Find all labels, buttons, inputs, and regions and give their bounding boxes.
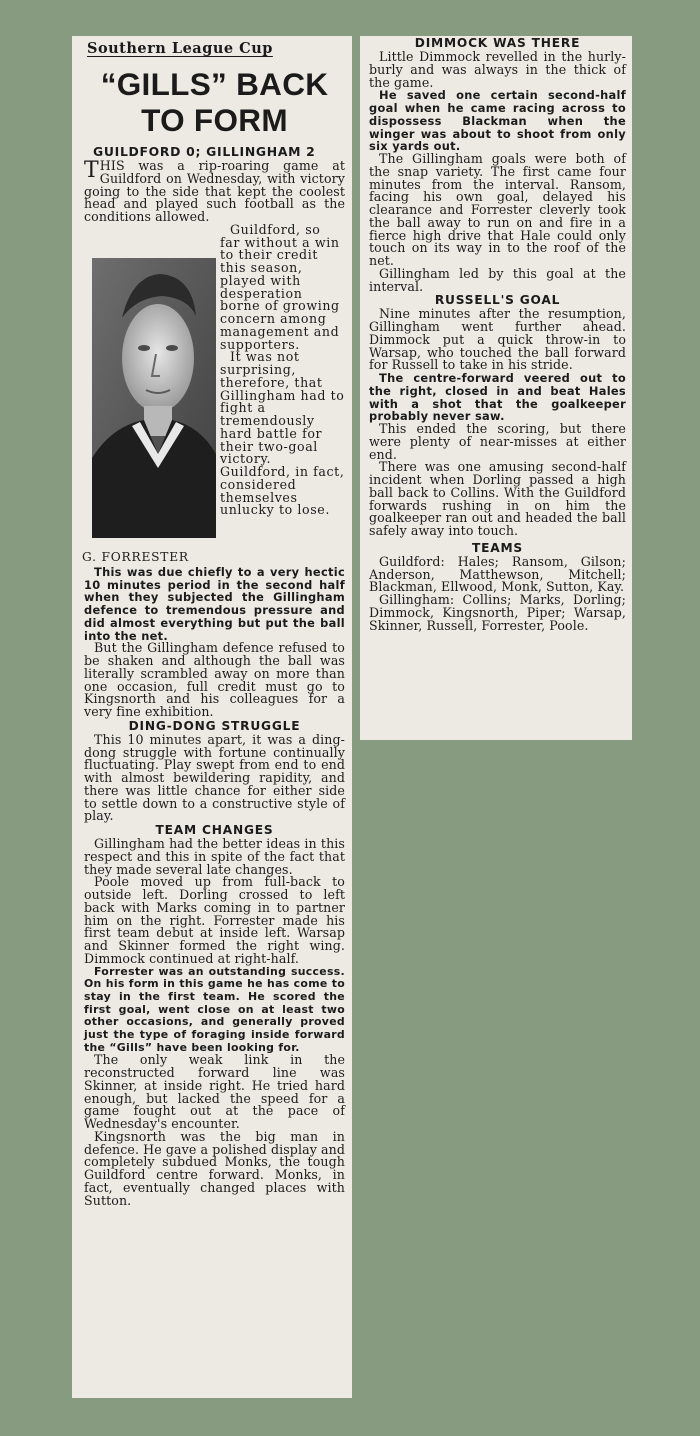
paragraph-nine-minutes: Nine minutes after the resumption, Gillingham went further ahead. Dimmock put a quick throw-in to Warsap, who touched the ball forward for Russell to take in his stride. xyxy=(369,306,626,373)
heading-ding-dong: DING-DONG STRUGGLE xyxy=(128,718,301,733)
paragraph-centre-forward: The centre-forward veered out to the right, closed in and beat Hales with a shot that the goalkeeper probably never saw. xyxy=(369,371,626,424)
article-column-right xyxy=(360,36,632,740)
paragraph-dimmock: Little Dimmock revelled in the hurly-burly and was always in the thick of the game. xyxy=(369,49,626,90)
lead-text: HIS was a rip-roaring game at Guildford on Wednesday, with victory going to the side that kept the coolest head and played such football as the conditions allowed. xyxy=(84,158,345,224)
paragraph-hectic: This was due chiefly to a very hectic 10 minutes period in the second half when they subjected the Gillingham defence to tremendous pressure and did almost everything but put the ball into the net. xyxy=(84,564,345,643)
paragraph-weak-link: The only weak link in the reconstructed forward line was Skinner, at inside right. He tried hard enough, but lacked the speed for a game fought out at the pace of Wednesday's encounter. xyxy=(84,1052,345,1132)
paragraph-goals: The Gillingham goals were both of the snap variety. The first came four minutes from the interval. Ransom, facing his own goal, delayed his clearance and Forrester cleverly took the ball away to run on and fire in a fierce high drive that Hale could only touch on its way in to the roof of the net. xyxy=(369,151,626,268)
player-photo xyxy=(92,258,216,538)
paragraph-ended: This ended the scoring, but there were plenty of near-misses at either end. xyxy=(369,421,626,462)
photo-block xyxy=(82,258,214,564)
paragraph-ding-dong: This 10 minutes apart, it was a ding-dong struggle with fortune continually fluctuating. Play swept from end to end with almost bewildering rapidity, and there was little chance for either side to settle down to a constructive style of play. xyxy=(84,731,345,824)
team-gillingham: Gillingham: Collins; Marks, Dorling; Dimmock, Kingsnorth, Piper; Warsap, Skinner, Russell, Forrester, Poole. xyxy=(369,592,626,633)
paragraph-guildford: Guildford, so far without a win to their credit this season, played with desperation borne of growing concern among management and supporters. xyxy=(220,221,340,352)
paragraph-better-ideas: Gillingham had the better ideas in this respect and this in spite of the fact that they made several late changes. xyxy=(84,836,345,877)
paragraph-defence: But the Gillingham defence refused to be shaken and although the ball was literally scrambled away on more than one occasion, full credit must go to Kingsnorth and his colleagues for a very fine exhibition. xyxy=(84,640,345,719)
headline-line-1: “GILLS” BACK xyxy=(100,66,329,102)
paragraph-amusing: There was one amusing second-half incident when Dorling passed a high ball back to Collins. With the Guildford forwards rushing in on him the goalkeeper ran out and headed the ball safely away into touch. xyxy=(369,459,626,538)
team-guildford: Guildford: Hales; Ransom, Gilson; Anderson, Matthewson, Mitchell; Blackman, Ellwood, Monk, Sutton, Kay. xyxy=(369,553,626,595)
article-column-left xyxy=(72,36,352,1398)
score-line: GUILDFORD 0; GILLINGHAM 2 xyxy=(93,144,316,159)
paragraph-not-surprising: It was not surprising, therefore, that Gillingham had to fight a tremendously hard battle for their two-goal victory. Guildford, in fact, considered themselves unlucky to lose. xyxy=(220,349,345,518)
lead-paragraph xyxy=(84,160,345,224)
heading-dimmock: DIMMOCK WAS THERE xyxy=(414,36,581,50)
paragraph-forrester: Forrester was an outstanding success. On his form in this game he has come to stay in the first team. He scored the first goal, went close on at least two other occasions, and generally proved just the type of foraging inside forward the “Gills” have been looking for. xyxy=(84,964,345,1054)
heading-teams: TEAMS xyxy=(472,540,523,555)
paragraph-saved: He saved one certain second-half goal when he came racing across to dispossess Blackman when the winger was about to shoot from only six yards out. xyxy=(369,88,626,154)
headline-line-2: TO FORM xyxy=(141,102,288,138)
heading-team-changes: TEAM CHANGES xyxy=(155,823,274,837)
heading-russells-goal: RUSSELL'S GOAL xyxy=(434,293,561,308)
paragraph-poole: Poole moved up from full-back to outside left. Dorling crossed to left back with Marks coming in to partner him on the right. Forrester made his first team debut at inside left. Warsap and Skinner formed the right wing. Dimmock continued at right-half. xyxy=(84,874,345,966)
photo-caption: G. FORRESTER xyxy=(82,549,189,564)
kicker: Southern League Cup xyxy=(87,40,273,57)
drop-cap: T xyxy=(84,158,99,183)
paragraph-led: Gillingham led by this goal at the interval. xyxy=(369,265,626,294)
paragraph-kingsnorth: Kingsnorth was the big man in defence. He gave a polished display and completely subdued Monks, the tough Guildford centre forward. Monks, in fact, eventually changed places with Sutton. xyxy=(84,1128,345,1208)
